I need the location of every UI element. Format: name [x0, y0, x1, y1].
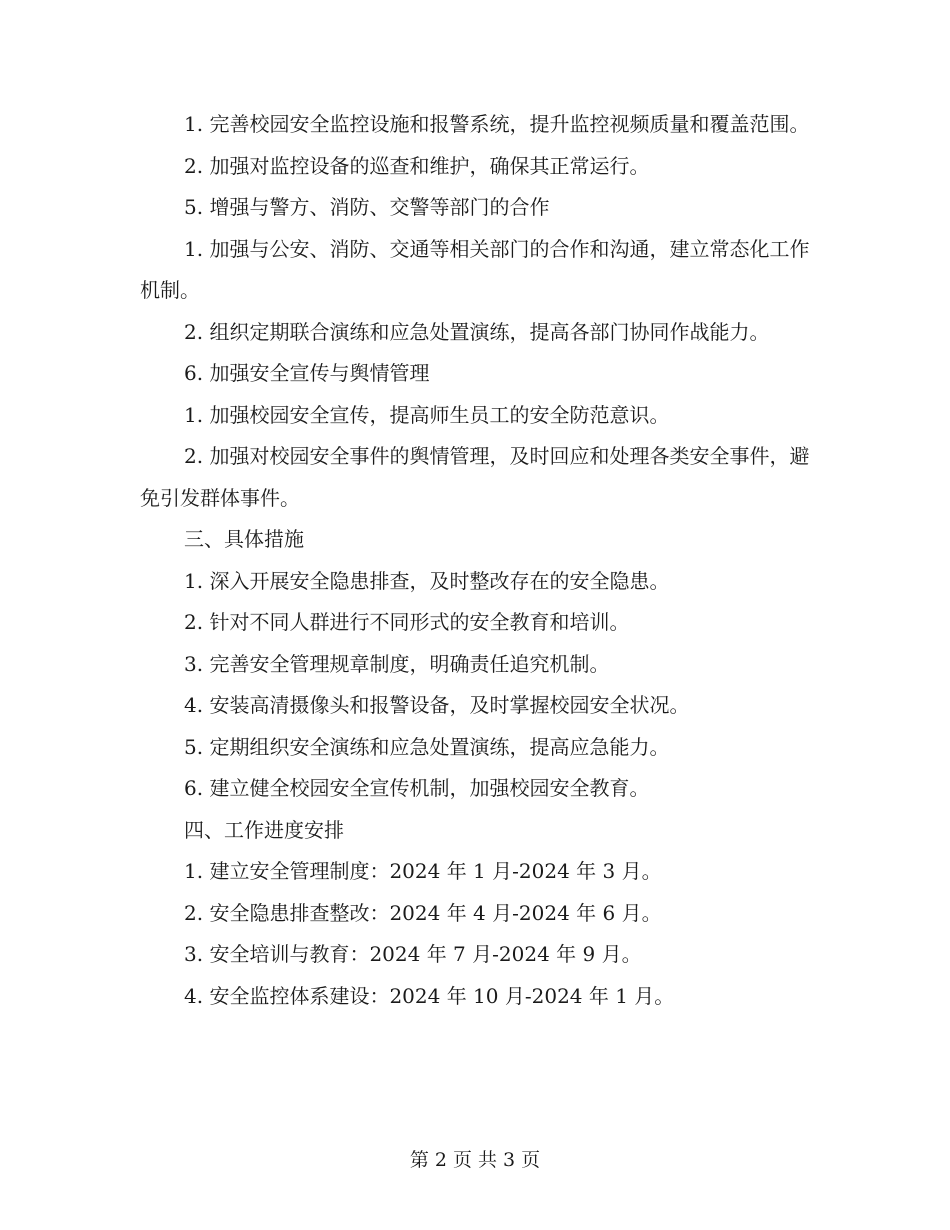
paragraph: 2. 加强对监控设备的巡查和维护，确保其正常运行。	[184, 153, 650, 178]
document-body	[140, 104, 810, 1017]
paragraph: 1. 加强校园安全宣传，提高师生员工的安全防范意识。	[184, 402, 670, 427]
paragraph: 6. 建立健全校园安全宣传机制，加强校园安全教育。	[184, 776, 650, 800]
paragraph: 5. 定期组织安全演练和应急处置演练，提高应急能力。	[184, 734, 670, 759]
schedule-item: 1. 建立安全管理制度：2024 年 1 月-2024 年 3 月。	[184, 859, 662, 883]
paragraph: 3. 完善安全管理规章制度，明确责任追究机制。	[184, 651, 610, 676]
paragraph: 1. 深入开展安全隐患排查，及时整改存在的安全隐患。	[184, 568, 670, 593]
schedule-item: 4. 安全监控体系建设：2024 年 10 月-2024 年 1 月。	[184, 983, 675, 1008]
paragraph: 2. 组织定期联合演练和应急处置演练，提高各部门协同作战能力。	[184, 319, 770, 344]
paragraph: 2. 针对不同人群进行不同形式的安全教育和培训。	[184, 610, 630, 634]
page-number-footer: 第 2 页 共 3 页	[409, 1149, 541, 1171]
section-heading: 6. 加强安全宣传与舆情管理	[184, 361, 430, 385]
chapter-heading: 三、具体措施	[184, 527, 304, 551]
schedule-item: 3. 安全培训与教育：2024 年 7 月-2024 年 9 月。	[184, 942, 642, 966]
paragraph: 1. 加强与公安、消防、交通等相关部门的合作和沟通，建立常态化工作机制。	[140, 236, 810, 302]
schedule-item: 2. 安全隐患排查整改：2024 年 4 月-2024 年 6 月。	[184, 900, 662, 925]
paragraph: 4. 安装高清摄像头和报警设备，及时掌握校园安全状况。	[184, 693, 690, 717]
chapter-heading: 四、工作进度安排	[184, 817, 344, 842]
paragraph: 2. 加强对校园安全事件的舆情管理，及时回应和处理各类安全事件，避免引发群体事件。	[140, 444, 810, 510]
paragraph: 1. 完善校园安全监控设施和报警系统，提升监控视频质量和覆盖范围。	[184, 112, 810, 136]
section-heading: 5. 增强与警方、消防、交警等部门的合作	[184, 195, 550, 219]
